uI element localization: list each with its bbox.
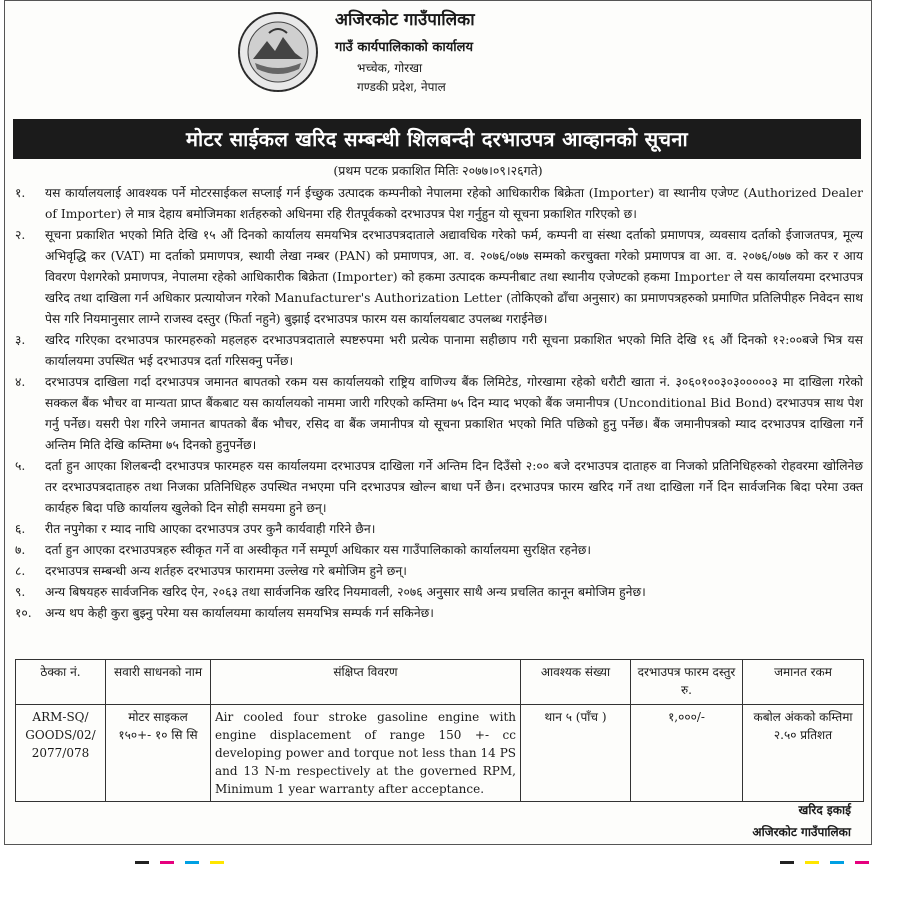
list-item (15, 330, 863, 372)
item-text: दर्ता हुन आएका शिलबन्दी दरभाउपत्र फारमहरु यस कार्यालयमा दरभाउपत्र दाखिला गर्ने अन्तिम दिन दिउँसो २:०० बजे दरभाउपत्र दाताहरु वा निजको प्रतिनिधिहरुको रोहवरमा खोलिनेछ तर दरभाउपत्रदाताहरु तथा निजका प्रतिनिधिहरु उपस्थित नभएमा पनि दरभाउपत्र खोल्न बाधा पर्ने छैन। दरभाउपत्र फारम खरिद गर्ने तथा दाखिला गर्ने दिन सार्वजनिक बिदा परेमा उक्त कार्यहरु बिदा पछि कार्यालय खुलेको दिन सोही समयमा हुने छन्। (45, 459, 863, 515)
item-text: सूचना प्रकाशित भएको मिति देखि १५ औं दिनको कार्यालय समयभित्र दरभाउपत्रदाताले अद्यावधिक गरेको फर्म, कम्पनी वा संस्था दर्ताको प्रमाणपत्र, व्यवसाय दर्ताको ईजाजतपत्र, मूल्य अभिवृद्धि कर (VAT) मा दर्ताको प्रमाणपत्र, स्थायी लेखा नम्बर (PAN) को प्रमाणपत्र, आ. व. २०७६/०७७ सम्मको करचुक्ता गरेको प्रमाणपत्र वा आ. व. २०७६/०७७ को कर र आय विवरण पेशगरेको प्रमाणपत्र, नेपालमा रहेको आधिकारीक बिक्रेता (Importer) को हकमा उत्पादक कम्पनीबाट तथा स्थानीय एजेण्टको हकमा Importer ले यस कार्यालयमा दरभाउपत्र खरिद तथा दाखिला गर्न अधिकार प्रत्यायोजन गरेको Manufacturer's Authorization Letter (तोकिएको ढाँचा अनुसार) का प्रमाणपत्रहरुको प्रमाणित प्रतिलिपीहरु निवेदन साथ पेस गरि नियमानुसार लाग्ने राजस्व दस्तुर (फिर्ता नहुने) बुझाई दरभाउपत्र फारम यस कार्यालयबाट उपलब्ध गराईनेछ। (45, 228, 863, 326)
list-item (15, 183, 863, 225)
item-number: ९. (15, 585, 26, 599)
table-row (16, 705, 864, 802)
office-header (335, 7, 595, 97)
office-province: गण्डकी प्रदेश, नेपाल (357, 80, 446, 94)
municipality-name: अजिरकोट गाउँपालिका (335, 10, 475, 30)
security-amount-cell: कबोल अंकको कम्तिमा २.५० प्रतिशत (743, 705, 864, 802)
item-text: रीत नपुगेका र म्याद नाघि आएका दरभाउपत्र उपर कुनै कार्यवाही गरिने छैन। (45, 522, 376, 536)
item-number: १०. (15, 606, 32, 620)
item-number: ३. (15, 333, 26, 347)
column-header: जमानत रकम (743, 660, 864, 705)
list-item (15, 372, 863, 456)
item-text: अन्य थप केही कुरा बुझ्नु परेमा यस कार्यालयमा कार्यालय समयभित्र सम्पर्क गर्न सकिनेछ। (45, 606, 434, 620)
item-number: ८. (15, 564, 26, 578)
column-header: सवारी साधनको नाम (106, 660, 211, 705)
signature-org: अजिरकोट गाउँपालिका (752, 825, 851, 839)
list-item (15, 456, 863, 519)
list-item (15, 603, 863, 624)
list-item (15, 582, 863, 603)
item-text: यस कार्यालयलाई आवश्यक पर्ने मोटरसाईकल सप्लाई गर्न ईच्छुक उत्पादक कम्पनीको नेपालमा रहेको आधिकारीक बिक्रेता (Importer) वा स्थानीय एजेण्ट (Authorized Dealer of Importer) ले मात्र देहाय बमोजिमका शर्तहरुको अधिनमा रहि रीतपूर्वकको दरभाउपत्र पेश गर्नुहुन यो सूचना प्रकाशित गरिएको छ। (45, 186, 863, 221)
tender-table (15, 659, 864, 802)
office-location: भच्चेक, गोरखा (357, 61, 423, 75)
list-item (15, 519, 863, 540)
description-cell: Air cooled four stroke gasoline engine with engine displacement of range 150 +- cc developing power and torque not less than 14 PS and 13 N-m respectively at the governed RPM, Minimum 1 year warranty after acceptance. (211, 705, 521, 802)
table-header-row (16, 660, 864, 705)
column-header: आवश्यक संख्या (521, 660, 631, 705)
item-number: ४. (15, 375, 26, 389)
fee-cell: १,०००/- (631, 705, 743, 802)
vehicle-name-cell: मोटर साइकल १५०+- १० सि सि (106, 705, 211, 802)
column-header: ठेक्का नं. (16, 660, 106, 705)
item-number: १. (15, 186, 26, 200)
print-registration-marks (0, 861, 907, 865)
list-item (15, 540, 863, 561)
notice-title: मोटर साईकल खरिद सम्बन्धी शिलबन्दी दरभाउपत्र आव्हानको सूचना (13, 119, 861, 159)
publication-date: (प्रथम पटक प्रकाशित मितिः २०७७।०९।२६गते) (333, 163, 543, 178)
item-number: ६. (15, 522, 26, 536)
column-header: दरभाउपत्र फारम दस्तुर रु. (631, 660, 743, 705)
item-number: ७. (15, 543, 26, 557)
purchase-unit-label: खरिद इकाई (798, 803, 851, 817)
quantity-cell: थान ५ (पाँच ) (521, 705, 631, 802)
item-text: खरिद गरिएका दरभाउपत्र फारमहरुको महलहरु दरभाउपत्रदाताले स्पष्टरुपमा भरी प्रत्येक पानामा सहीछाप गरी सूचना प्रकाशित भएको मिति देखि १६ औं दिनको १२:००बजे भित्र यस कार्यालयमा उपस्थित भई दरभाउपत्र दर्ता गरिसक्नु पर्नेछ। (45, 333, 863, 368)
conditions-list (15, 183, 863, 624)
contract-number-cell: ARM-SQ/ GOODS/02/ 2077/078 (16, 705, 106, 802)
list-item (15, 561, 863, 582)
government-emblem-icon (237, 11, 319, 93)
item-text: दरभाउपत्र दाखिला गर्दा दरभाउपत्र जमानत बापतको रकम यस कार्यालयको राष्ट्रिय वाणिज्य बैंक लिमिटेड, गोरखामा रहेको धरौटी खाता नं. ३०६०१००३०३०००००३ मा दाखिला गरेको सक्कल बैंक भौचर वा मान्यता प्राप्त बैंकबाट यस कार्यालयको नाममा जारी गरिएको कम्तिमा ७५ दिन म्याद भएको बैंक जमानीपत्र (Unconditional Bid Bond) दरभाउपत्र साथ पेश गर्नु पर्नेछ। यसरी पेश गरिने जमानत बापतको बैंक भौचर, रसिद वा बैंक जमानीपत्र यो सूचना प्रकाशित भएको मिति पछिको हुनु पर्नेछ। बैंक जमानीपत्रको म्याद दरभाउपत्र दाखिला गर्ने अन्तिम मिति देखि कम्तिमा ७५ दिनको हुनुपर्नेछ। (45, 375, 863, 452)
item-text: अन्य बिषयहरु सार्वजनिक खरिद ऐन, २०६३ तथा सार्वजनिक खरिद नियमावली, २०७६ अनुसार साथै अन्य प्रचलित कानून बमोजिम हुनेछ। (45, 585, 646, 599)
item-text: दर्ता हुन आएका दरभाउपत्रहरु स्वीकृत गर्ने वा अस्वीकृत गर्ने सम्पूर्ण अधिकार यस गाउँपालिकाको कार्यालयमा सुरक्षित रहनेछ। (45, 543, 592, 557)
column-header: संक्षिप्त विवरण (211, 660, 521, 705)
item-text: दरभाउपत्र सम्बन्धी अन्य शर्तहरु दरभाउपत्र फाराममा उल्लेख गरे बमोजिम हुने छन्। (45, 564, 407, 578)
list-item (15, 225, 863, 330)
item-number: ५. (15, 459, 26, 473)
office-name: गाउँ कार्यपालिकाको कार्यालय (335, 40, 473, 55)
tender-notice (4, 0, 872, 845)
item-number: २. (15, 228, 26, 242)
